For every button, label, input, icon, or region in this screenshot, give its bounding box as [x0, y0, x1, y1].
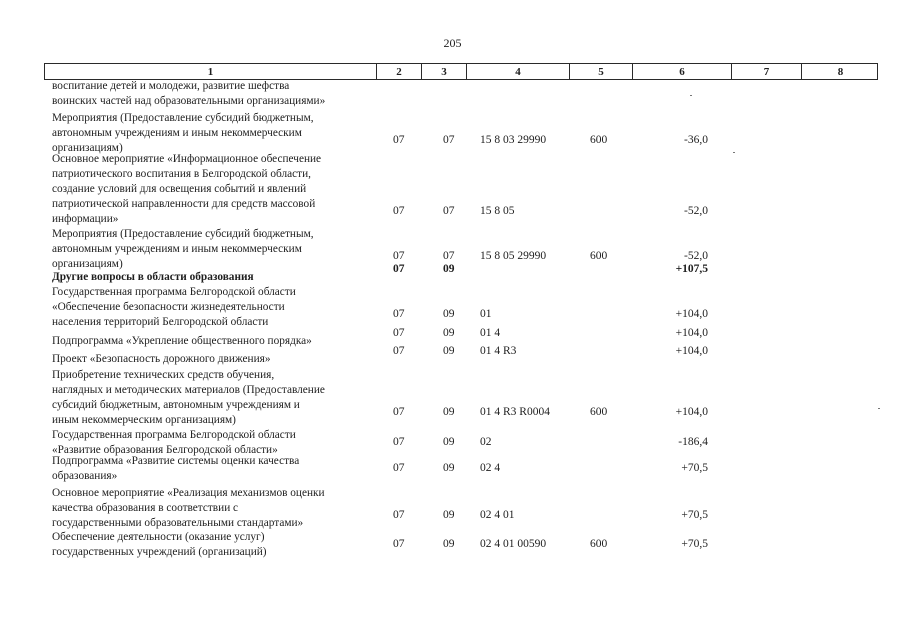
description-line: Другие вопросы в области образования	[52, 271, 254, 283]
section-code: 07	[393, 509, 405, 521]
subsection-code: 09	[443, 308, 455, 320]
expense-type-code: 600	[590, 406, 608, 418]
target-article-code: 02 4 01	[480, 509, 515, 521]
description-line: качества образования в соответствии с	[52, 502, 239, 514]
column-header-5: 5	[570, 64, 633, 79]
description-line: Мероприятия (Предоставление субсидий бюджетным,	[52, 228, 314, 240]
table-row	[0, 285, 905, 330]
column-header-7: 7	[732, 64, 802, 79]
target-article-code: 15 8 05	[480, 205, 515, 217]
row-description	[52, 352, 368, 367]
target-article-code: 15 8 05 29990	[480, 250, 547, 262]
description-line: наглядных и методических материалов (Предоставление	[52, 384, 325, 396]
subsection-code: 09	[443, 263, 455, 275]
description-line: воинских частей над образовательными организациями»	[52, 95, 326, 107]
description-line: патриотического воспитания в Белгородской области,	[52, 168, 311, 180]
table-row	[0, 79, 905, 109]
subsection-code: 09	[443, 509, 455, 521]
description-line: Подпрограмма «Укрепление общественного порядка»	[52, 335, 312, 347]
row-description	[52, 270, 368, 285]
description-line: образования»	[52, 470, 118, 482]
amount-value: +70,5	[681, 538, 708, 550]
amount-value: +107,5	[675, 263, 708, 275]
section-code: 07	[393, 538, 405, 550]
table-row	[0, 111, 905, 156]
target-article-code: 01 4	[480, 327, 501, 339]
table-row	[0, 486, 905, 531]
target-article-code: 01	[480, 308, 492, 320]
row-description	[52, 79, 368, 109]
column-header-3: 3	[422, 64, 467, 79]
description-line: государственных учреждений (организаций)	[52, 546, 267, 558]
description-line: Обеспечение деятельности (оказание услуг)	[52, 531, 265, 543]
section-code: 07	[393, 462, 405, 474]
row-description	[52, 454, 368, 484]
row-description	[52, 334, 368, 349]
target-article-code: 15 8 03 29990	[480, 134, 547, 146]
description-line: патриотической направленности для средств массовой	[52, 198, 316, 210]
column-header-1: 1	[45, 64, 377, 79]
description-line: иным некоммерческим организациям)	[52, 414, 236, 426]
row-description	[52, 285, 368, 330]
description-line: «Развитие образования Белгородской области»	[52, 444, 278, 456]
description-line: «Обеспечение безопасности жизнедеятельности	[52, 301, 285, 313]
row-description	[52, 227, 368, 272]
description-line: Основное мероприятие «Информационное обеспечение	[52, 153, 322, 165]
amount-value: -186,4	[678, 436, 708, 448]
description-line: Государственная программа Белгородской области	[52, 286, 296, 298]
subsection-code: 09	[443, 538, 455, 550]
section-code: 07	[393, 436, 405, 448]
subsection-code: 07	[443, 205, 455, 217]
subsection-code: 09	[443, 345, 455, 357]
description-line: субсидий бюджетным, автономным учреждениям и	[52, 399, 300, 411]
section-code: 07	[393, 308, 405, 320]
amount-value: +104,0	[675, 406, 708, 418]
column-header-8: 8	[837, 65, 844, 78]
description-line: организациям)	[52, 258, 123, 270]
amount-value: +104,0	[675, 308, 708, 320]
target-article-code: 01 4 R3	[480, 345, 517, 357]
column-header-6: 6	[633, 64, 732, 79]
subsection-code: 09	[443, 327, 455, 339]
expense-type-code: 600	[590, 538, 608, 550]
section-code: 07	[393, 345, 405, 357]
row-description	[52, 530, 368, 560]
amount-value: +70,5	[681, 509, 708, 521]
amount-value: +104,0	[675, 345, 708, 357]
section-code: 07	[393, 250, 405, 262]
column-header-2: 2	[377, 64, 422, 79]
row-description	[52, 368, 368, 428]
description-line: Приобретение технических средств обучения,	[52, 369, 275, 381]
subsection-code: 09	[443, 462, 455, 474]
page-number: 205	[443, 36, 462, 50]
table-row	[0, 345, 905, 367]
target-article-code: 01 4 R3 R0004	[480, 406, 550, 418]
description-line: Подпрограмма «Развитие системы оценки качества	[52, 455, 300, 467]
subsection-code: 07	[443, 250, 455, 262]
amount-value: +104,0	[675, 327, 708, 339]
amount-value: -52,0	[684, 205, 708, 217]
expense-type-code: 600	[590, 134, 608, 146]
target-article-code: 02 4	[480, 462, 501, 474]
table-row	[0, 368, 905, 428]
target-article-code: 02	[480, 436, 492, 448]
amount-value: +70,5	[681, 462, 708, 474]
description-line: автономным учреждениям и иным некоммерческим	[52, 243, 302, 255]
subsection-code: 09	[443, 436, 455, 448]
description-line: Государственная программа Белгородской области	[52, 429, 296, 441]
table-row	[0, 152, 905, 227]
table-row	[0, 454, 905, 484]
description-line: автономным учреждениям и иным некоммерческим	[52, 127, 302, 139]
section-code: 07	[393, 263, 405, 275]
target-article-code: 02 4 01 00590	[480, 538, 547, 550]
description-line: государственными образовательными стандартами»	[52, 517, 304, 529]
column-header-4: 4	[467, 64, 570, 79]
subsection-code: 09	[443, 406, 455, 418]
section-code: 07	[393, 406, 405, 418]
row-description	[52, 152, 368, 227]
amount-value: -36,0	[684, 134, 708, 146]
description-line: Основное мероприятие «Реализация механизмов оценки	[52, 487, 325, 499]
row-description	[52, 486, 368, 531]
table-row	[0, 530, 905, 560]
description-line: создание условий для освещения событий и явлений	[52, 183, 307, 195]
description-line: воспитание детей и молодежи, развитие шефства	[52, 80, 290, 92]
row-description	[52, 111, 368, 156]
section-code: 07	[393, 134, 405, 146]
section-code: 07	[393, 327, 405, 339]
description-line: организациям)	[52, 142, 123, 154]
section-code: 07	[393, 205, 405, 217]
description-line: Проект «Безопасность дорожного движения»	[52, 353, 271, 365]
subsection-code: 07	[443, 134, 455, 146]
description-line: информации»	[52, 213, 119, 225]
expense-type-code: 600	[590, 250, 608, 262]
description-line: населения территорий Белгородской области	[52, 316, 269, 328]
description-line: Мероприятия (Предоставление субсидий бюджетным,	[52, 112, 314, 124]
amount-value: -52,0	[684, 250, 708, 262]
